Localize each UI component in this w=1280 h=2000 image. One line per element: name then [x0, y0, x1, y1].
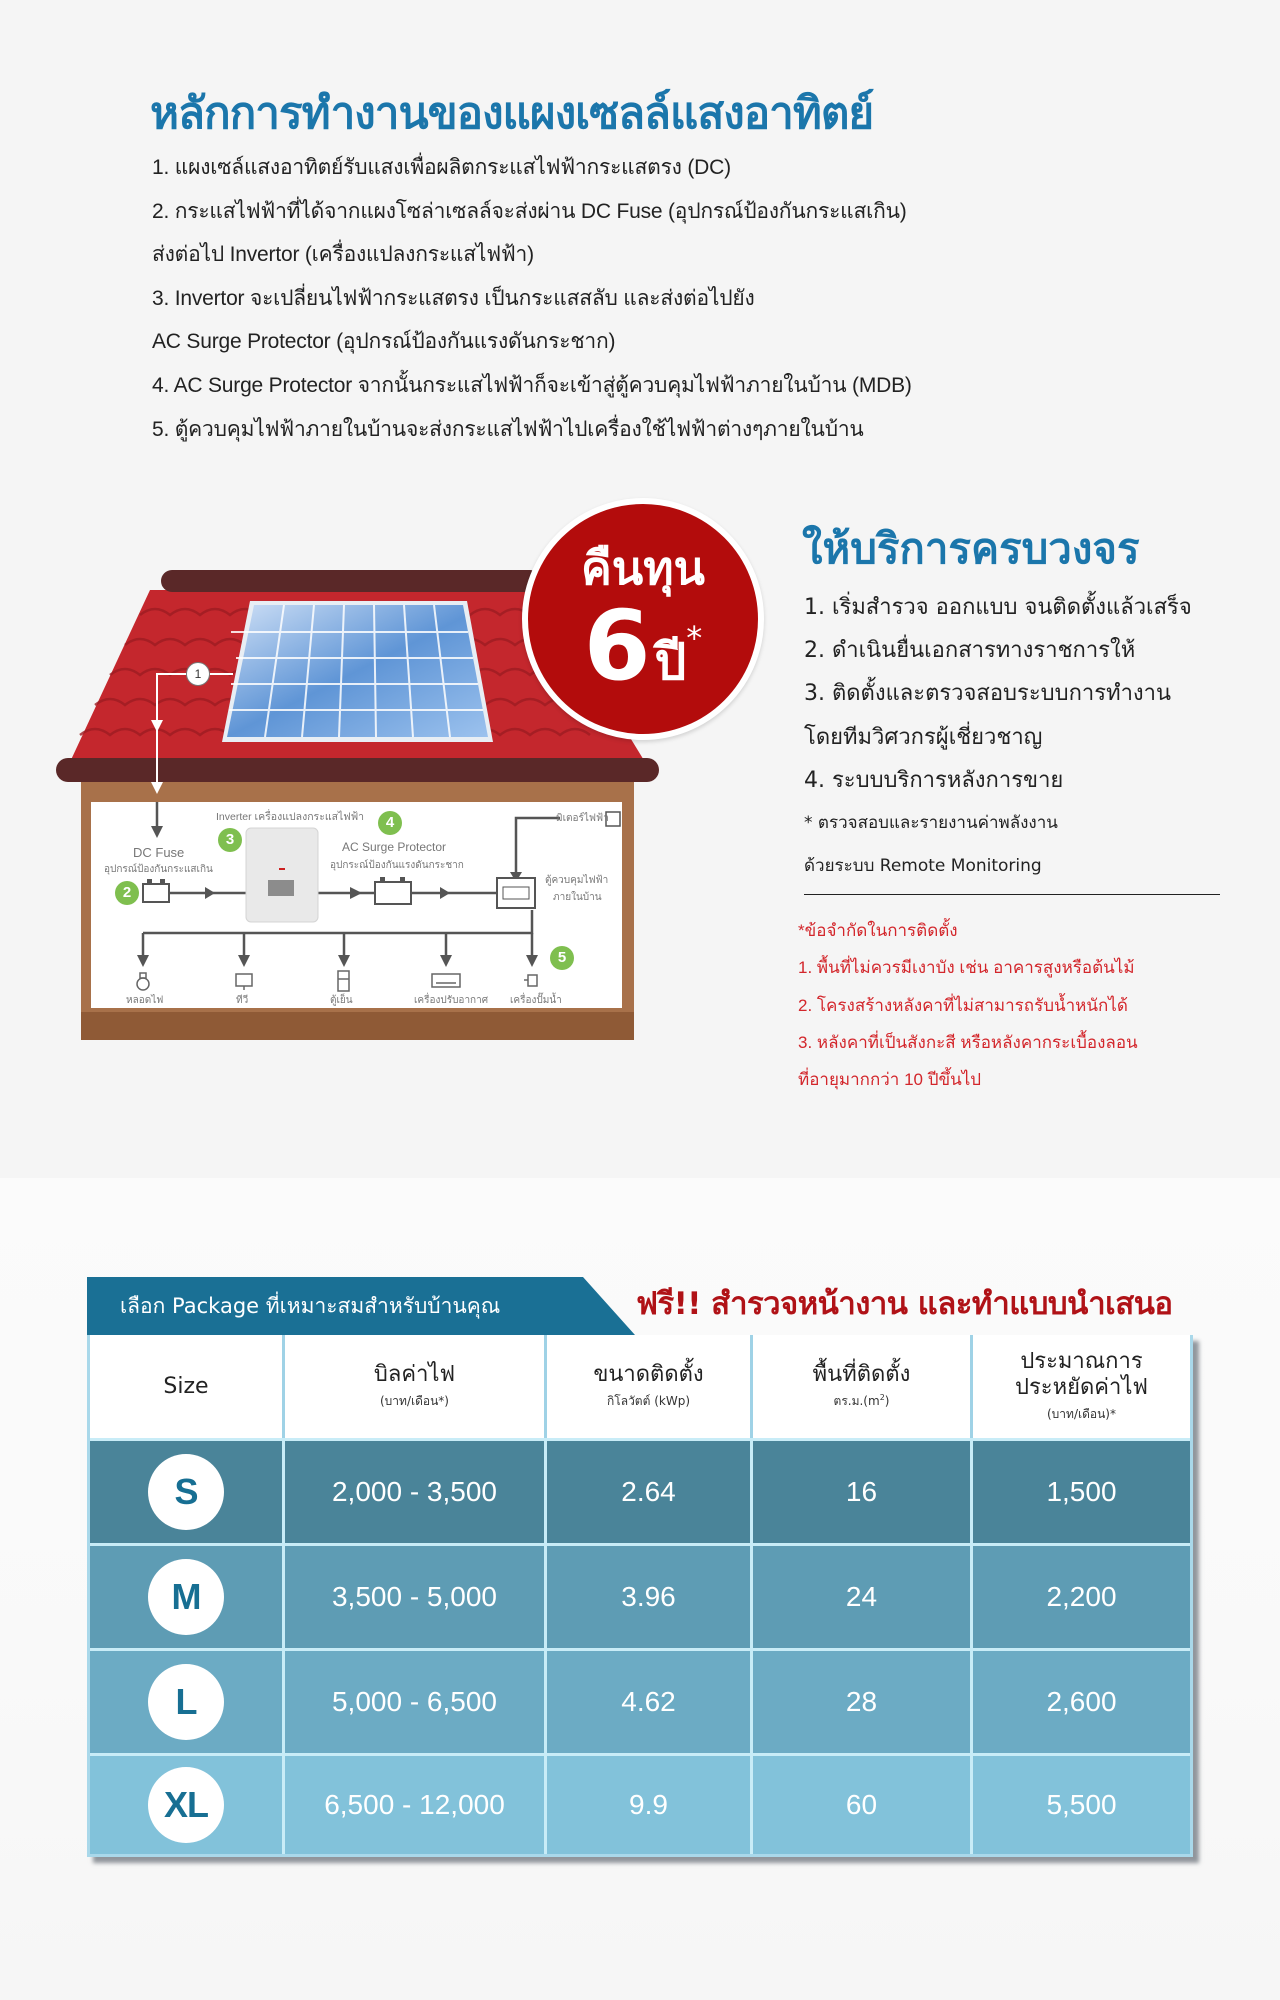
monthly-saving: 1,500: [1046, 1476, 1117, 1507]
limitation-item: ที่อายุมากกว่า 10 ปีขึ้นไป: [798, 1070, 982, 1090]
step-line: 5. ตู้ควบคุมไฟฟ้าภายในบ้านจะส่งกระแสไฟฟ้าไปเครื่องใช้ไฟฟ้าต่างๆภายในบ้าน: [152, 417, 864, 441]
service-item: 2. ดำเนินยื่นเอกสารทางราชการให้: [804, 638, 1136, 664]
capacity-kwp: 3.96: [621, 1581, 676, 1612]
dc-fuse-label: DC Fuse: [133, 845, 185, 860]
limitation-item: 2. โครงสร้างหลังคาที่ไม่สามารถรับน้ำหนักได้: [798, 995, 1128, 1015]
install-area: 60: [845, 1789, 878, 1820]
bill-range: 3,500 - 5,000: [331, 1581, 498, 1612]
bill-range: 5,000 - 6,500: [331, 1686, 498, 1717]
appliance-bulb-label: หลอดไฟ: [126, 995, 164, 1006]
capacity-kwp: 2.64: [621, 1476, 676, 1507]
install-area: 28: [845, 1686, 878, 1717]
header-bill: บิลค่าไฟ (บาท/เดือน*): [285, 1335, 547, 1438]
appliance-pump-label: เครื่องปั๊มน้ำ: [510, 995, 562, 1006]
limitation-item: 1. พื้นที่ไม่ควรมีเงาบัง เช่น อาคารสูงหรือต้นไม้: [798, 958, 1135, 978]
package-table-header: [90, 1335, 1190, 1438]
free-survey-headline: ฟรี!! สำรวจหน้างาน และทำแบบนำเสนอ: [636, 1286, 1173, 1322]
step-badge-4: 4: [378, 811, 402, 835]
header-saving: ประมาณการ ประหยัดค่าไฟ (บาท/เดือน)*: [1015, 1349, 1148, 1421]
bill-range: 6,500 - 12,000: [324, 1789, 505, 1820]
limitations-title: *ข้อจำกัดในการติดตั้ง: [798, 921, 958, 940]
step-badge-2: 2: [115, 881, 139, 905]
package-row-l[interactable]: [90, 1648, 1190, 1753]
size-badge: M: [148, 1559, 224, 1635]
step-line: AC Surge Protector (อุปกรณ์ป้องกันแรงดันกระชาก): [152, 330, 616, 354]
limitation-item: 3. หลังคาที่เป็นสังกะสี หรือหลังคากระเบื้องลอน: [798, 1032, 1138, 1052]
mdb-label-1: ตู้ควบคุมไฟฟ้า: [545, 875, 609, 886]
step-badge-5: 5: [550, 946, 574, 970]
service-item: โดยทีมวิศวกรผู้เชี่ยวชาญ: [804, 724, 1043, 750]
package-row-m[interactable]: [90, 1543, 1190, 1648]
header-capacity: ขนาดติดตั้ง กิโลวัตต์ (kWp): [547, 1335, 753, 1438]
package-table: [87, 1335, 1193, 1857]
payback-unit: ปี: [654, 633, 687, 691]
mdb-label-2: ภายในบ้าน: [553, 892, 602, 903]
inverter-label: Inverter เครื่องแปลงกระแสไฟฟ้า: [216, 811, 365, 823]
service-item: 4. ระบบบริการหลังการขาย: [804, 767, 1064, 793]
appliance-aircon-label: เครื่องปรับอากาศ: [414, 995, 489, 1006]
appliance-fridge-label: ตู้เย็น: [330, 995, 353, 1006]
step-line: 3. Invertor จะเปลี่ยนไฟฟ้ากระแสตรง เป็นกระแสสลับ และส่งต่อไปยัง: [152, 286, 755, 310]
header-area: พื้นที่ติดตั้ง ตร.ม$.(m^2)$: [753, 1335, 973, 1438]
size-badge: XL: [148, 1767, 224, 1843]
payback-number: 6: [583, 590, 651, 702]
service-item: 3. ติดตั้งและตรวจสอบระบบการทำงาน: [804, 681, 1172, 707]
surge-protector-desc: อุปกระณ์ป้องกันแรงดันกระชาก: [330, 860, 464, 871]
services-title: ให้บริการครบวงจร: [802, 524, 1140, 573]
services-divider: [804, 894, 1220, 895]
dc-fuse-desc: อุปกรณ์ป้องกันกระแสเกิน: [104, 864, 213, 875]
package-row-xl[interactable]: [90, 1753, 1190, 1854]
step-line: ส่งต่อไป Invertor (เครื่องแปลงกระแสไฟฟ้า): [152, 243, 534, 267]
meter-label: มิเตอร์ไฟฟ้า: [556, 813, 609, 824]
services-list: [804, 586, 1192, 889]
service-note: * ตรวจสอบและรายงานค่าพลังงาน: [804, 812, 1058, 833]
install-area: 24: [845, 1581, 878, 1612]
install-area: 16: [845, 1476, 878, 1507]
service-note: ด้วยระบบ Remote Monitoring: [804, 856, 1042, 877]
how-it-works-title: หลักการทำงานของแผงเซลล์แสงอาทิตย์: [150, 88, 874, 139]
package-tab-label: เลือก Package ที่เหมาะสมสำหรับบ้านคุณ: [120, 1294, 501, 1318]
step-line: 2. กระแสไฟฟ้าที่ได้จากแผงโซล่าเซลล์จะส่งผ่าน DC Fuse (อุปกรณ์ป้องกันกระแสเกิน): [152, 199, 907, 223]
payback-asterisk: *: [686, 619, 703, 657]
surge-protector-label: AC Surge Protector: [342, 840, 447, 854]
payback-badge: [522, 498, 764, 740]
appliance-tv-label: ทีวี: [236, 995, 249, 1006]
step-badge-1: 1: [186, 662, 210, 686]
service-item: 1. เริ่มสำรวจ ออกแบบ จนติดตั้งแล้วเสร็จ: [804, 595, 1192, 620]
step-badge-3: 3: [218, 828, 242, 852]
capacity-kwp: 4.62: [621, 1686, 676, 1717]
installation-limitations: [798, 912, 1138, 1098]
monthly-saving: 2,200: [1046, 1581, 1117, 1612]
bill-range: 2,000 - 3,500: [331, 1476, 498, 1507]
monthly-saving: 2,600: [1046, 1686, 1117, 1717]
size-badge: S: [148, 1454, 224, 1530]
payback-label: คืนทุน: [581, 541, 705, 595]
package-row-s[interactable]: [90, 1438, 1190, 1543]
header-size: Size: [90, 1335, 285, 1438]
step-line: 1. แผงเซล์แสงอาทิตย์รับแสงเพื่อผลิตกระแสไฟฟ้ากระแสตรง (DC): [152, 156, 731, 179]
payback-years: [528, 590, 758, 724]
monthly-saving: 5,500: [1046, 1789, 1117, 1820]
size-badge: L: [148, 1664, 224, 1740]
step-line: 4. AC Surge Protector จากนั้นกระแสไฟฟ้าก็จะเข้าสู่ตู้ควบคุมไฟฟ้าภายในบ้าน (MDB): [152, 373, 912, 397]
capacity-kwp: 9.9: [629, 1789, 668, 1820]
